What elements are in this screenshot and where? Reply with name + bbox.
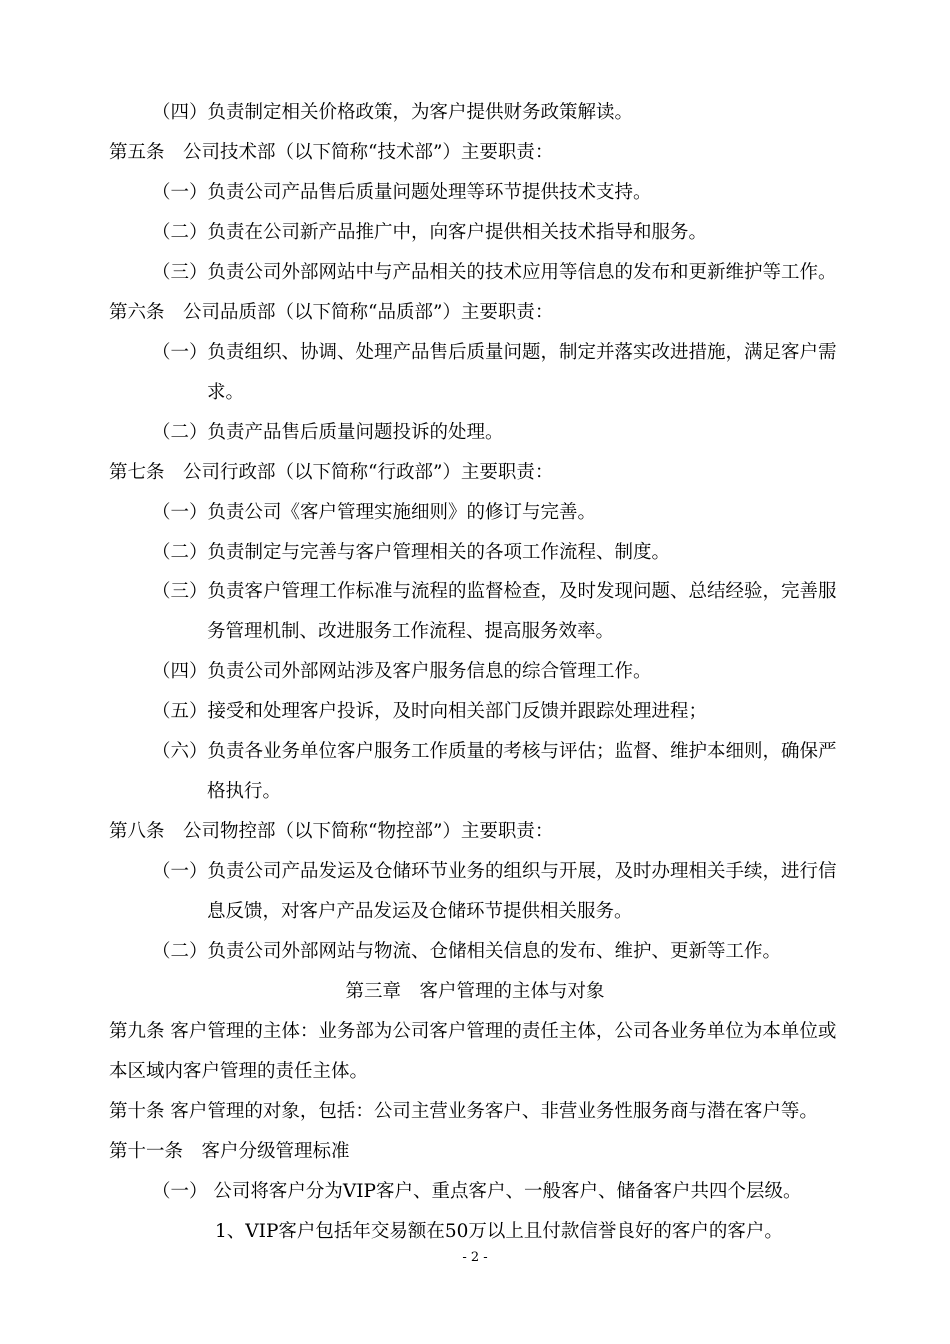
para-item: （三）负责客户管理工作标准与流程的监督检查，及时发现问题、总结经验，完善服 xyxy=(152,581,837,602)
para-continuation: 求。 xyxy=(207,382,245,403)
para-item: （一）负责公司产品售后质量问题处理等环节提供技术支持。 xyxy=(152,182,652,203)
article-heading: 第九条 客户管理的主体：业务部为公司客户管理的责任主体，公司各业务单位为本单位或 xyxy=(109,1021,837,1042)
para-continuation: 息反馈，对客户产品发运及仓储环节提供相关服务。 xyxy=(207,901,633,922)
article-heading: 第五条 公司技术部（以下简称“技术部”）主要职责： xyxy=(109,142,554,163)
chapter-heading: 第三章 客户管理的主体与对象 xyxy=(345,981,605,1002)
article-heading: 第八条 公司物控部（以下简称“物控部”）主要职责： xyxy=(109,821,554,842)
article-heading: 第七条 公司行政部（以下简称“行政部”）主要职责： xyxy=(109,462,554,483)
para-item: （五）接受和处理客户投诉，及时向相关部门反馈并跟踪处理进程； xyxy=(152,701,708,722)
para-item: （二）负责产品售后质量问题投诉的处理。 xyxy=(152,422,504,443)
para-continuation: 务管理机制、改进服务工作流程、提高服务效率。 xyxy=(207,621,615,642)
article-heading: 第十一条 客户分级管理标准 xyxy=(109,1141,350,1162)
para-item: （一）负责公司产品发运及仓储环节业务的组织与开展，及时办理相关手续，进行信 xyxy=(152,861,837,882)
para-subitem: 1、VIP客户包括年交易额在50万以上且付款信誉良好的客户的客户。 xyxy=(215,1221,783,1242)
para-item: （六）负责各业务单位客户服务工作质量的考核与评估；监督、维护本细则，确保严 xyxy=(152,741,837,762)
para-item: （二）负责制定与完善与客户管理相关的各项工作流程、制度。 xyxy=(152,542,671,563)
article-heading: 第十条 客户管理的对象，包括：公司主营业务客户、非营业务性服务商与潜在客户等。 xyxy=(109,1101,818,1122)
para-item: （四）负责公司外部网站涉及客户服务信息的综合管理工作。 xyxy=(152,661,652,682)
para-item: （一）负责组织、协调、处理产品售后质量问题，制定并落实改进措施，满足客户需 xyxy=(152,342,837,363)
para-item: （一） 公司将客户分为VIP客户、重点客户、一般客户、储备客户共四个层级。 xyxy=(152,1181,802,1202)
para-continuation: 格执行。 xyxy=(207,781,282,802)
para-continuation: 本区域内客户管理的责任主体。 xyxy=(109,1061,369,1082)
para-item: （二）负责在公司新产品推广中，向客户提供相关技术指导和服务。 xyxy=(152,222,708,243)
para-item: （二）负责公司外部网站与物流、仓储相关信息的发布、维护、更新等工作。 xyxy=(152,941,782,962)
para-item: （一）负责公司《客户管理实施细则》的修订与完善。 xyxy=(152,502,597,523)
page-number: - 2 - xyxy=(462,1250,488,1265)
para-item: （三）负责公司外部网站中与产品相关的技术应用等信息的发布和更新维护等工作。 xyxy=(152,262,837,283)
para-item: （四）负责制定相关价格政策，为客户提供财务政策解读。 xyxy=(152,102,634,123)
article-heading: 第六条 公司品质部（以下简称“品质部”）主要职责： xyxy=(109,302,554,323)
